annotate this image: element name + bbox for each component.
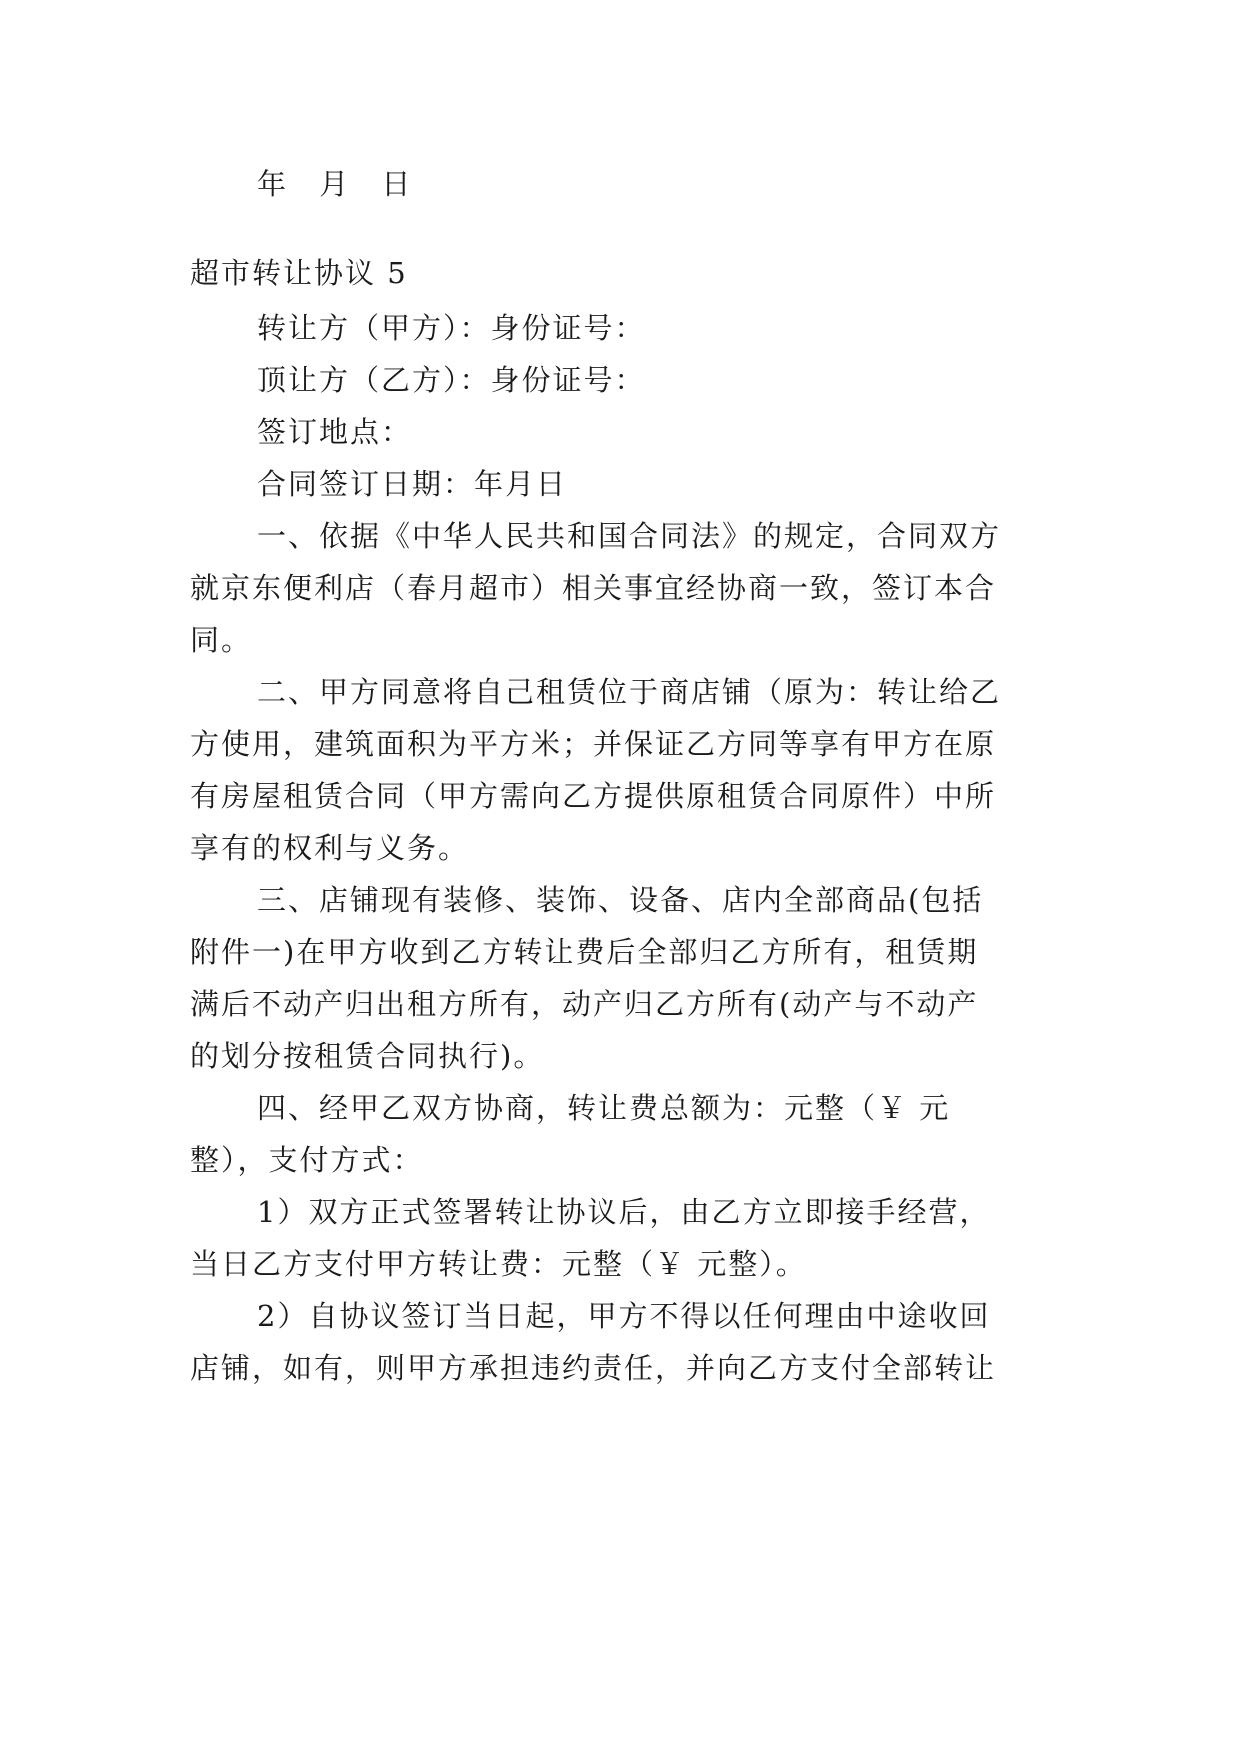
clause-4-line: 四、经甲乙双方协商，转让费总额为：元整（￥ 元 bbox=[257, 1091, 951, 1125]
clause-3-line: 的划分按租赁合同执行)。 bbox=[190, 1039, 545, 1073]
payment-item-2-line: 店铺，如有，则甲方承担违约责任，并向乙方支付全部转让 bbox=[190, 1351, 997, 1385]
clause-2-line: 有房屋租赁合同（甲方需向乙方提供原租赁合同原件）中所 bbox=[190, 779, 997, 813]
payment-item-2-line: 2）自协议签订当日起，甲方不得以任何理由中途收回 bbox=[257, 1299, 991, 1333]
clause-4-line: 整），支付方式： bbox=[190, 1143, 424, 1177]
clause-2-line: 二、甲方同意将自己租赁位于商店铺（原为：转让给乙 bbox=[257, 675, 1002, 709]
date-line: 年 月 日 bbox=[257, 167, 423, 201]
clause-3-line: 满后不动产归出租方所有，动产归乙方所有(动产与不动产 bbox=[190, 987, 979, 1021]
clause-3-line: 三、店铺现有装修、装饰、设备、店内全部商品(包括 bbox=[257, 883, 984, 917]
clause-2-line: 享有的权利与义务。 bbox=[190, 831, 470, 865]
signing-date-line: 合同签订日期：年月日 bbox=[257, 467, 568, 501]
document-title: 超市转让协议 5 bbox=[190, 256, 408, 290]
payment-item-1-line: 1）双方正式签署转让协议后，由乙方立即接手经营， bbox=[257, 1195, 991, 1229]
payment-item-1-line: 当日乙方支付甲方转让费：元整（￥ 元整）。 bbox=[190, 1247, 807, 1281]
clause-3-line: 附件一)在甲方收到乙方转让费后全部归乙方所有，租赁期 bbox=[190, 935, 979, 969]
party-a-line: 转让方（甲方）：身份证号： bbox=[257, 311, 646, 345]
party-b-line: 顶让方（乙方）：身份证号： bbox=[257, 363, 646, 397]
clause-1-line: 一、依据《中华人民共和国合同法》的规定，合同双方 bbox=[257, 519, 1002, 553]
signing-place-line: 签订地点： bbox=[257, 415, 413, 449]
clause-1-line: 就京东便利店（春月超市）相关事宜经协商一致，签订本合 bbox=[190, 571, 997, 605]
clause-1-line: 同。 bbox=[190, 623, 253, 657]
clause-2-line: 方使用，建筑面积为平方米；并保证乙方同等享有甲方在原 bbox=[190, 727, 997, 761]
